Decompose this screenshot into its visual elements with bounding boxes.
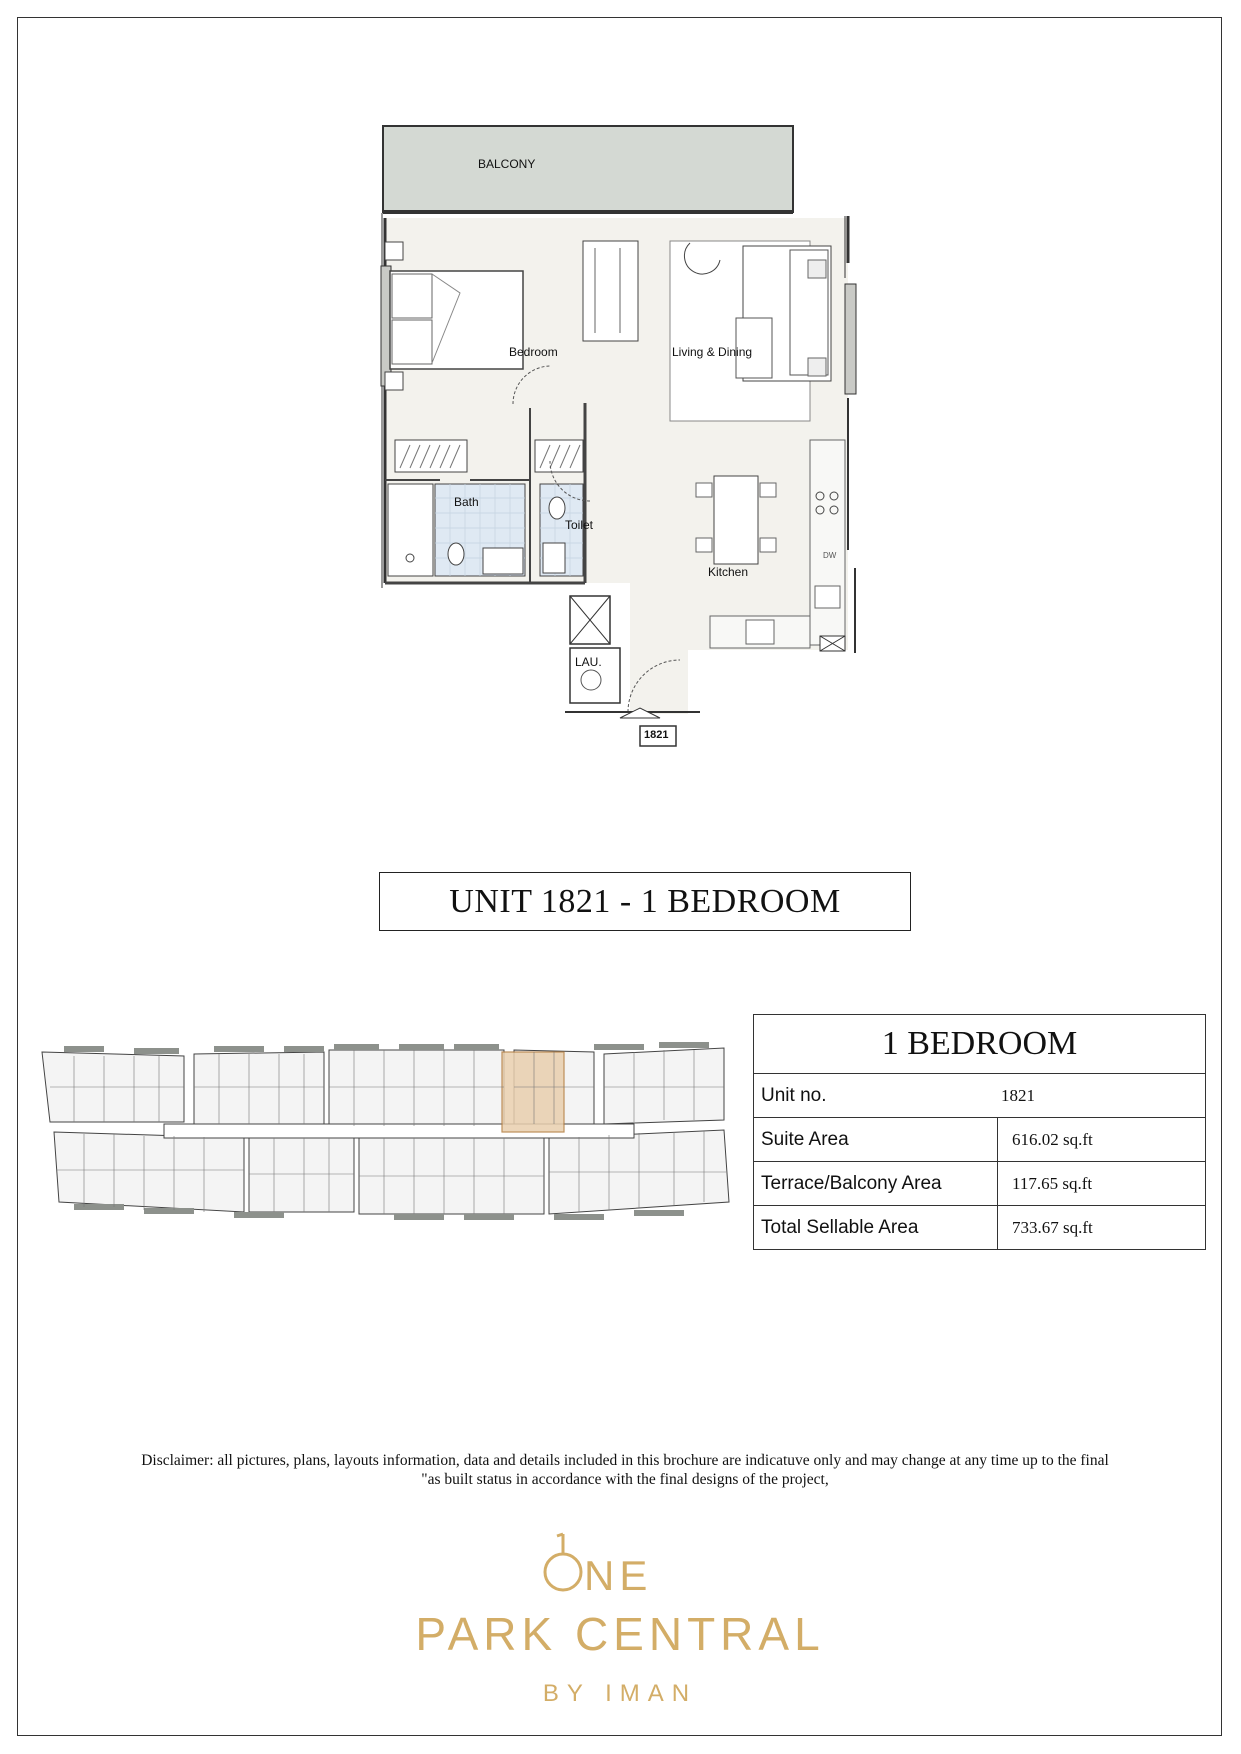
- table-row: [754, 1074, 1206, 1118]
- unit-tag-label: 1821: [644, 729, 669, 741]
- balcony-area-label: Terrace/Balcony Area: [754, 1162, 998, 1206]
- floor-plan: [370, 118, 870, 758]
- balcony-area: [383, 126, 793, 212]
- spec-table-header: 1 BEDROOM: [754, 1015, 1206, 1074]
- unit-no-value: 1821: [1001, 1086, 1035, 1105]
- kitchen-label: Kitchen: [708, 565, 749, 579]
- logo-line-one-tail: NE: [584, 1552, 653, 1599]
- unit-no-label: Unit no.: [761, 1084, 827, 1106]
- disclaimer-line-2: "as built status in accordance with the final designs of the project,: [421, 1471, 829, 1488]
- kitchen-counter: [810, 440, 845, 645]
- unit-no-cell: [754, 1074, 1206, 1118]
- logo-line-park-central: PARK CENTRAL: [415, 1608, 825, 1660]
- disclaimer-line-1: Disclaimer: all pictures, plans, layouts information, data and details included in this brochure are indicatuve only and may change at any time up to the final: [141, 1452, 1109, 1469]
- suite-area-value: 616.02 sq.ft: [998, 1118, 1206, 1162]
- bath-label: Bath: [454, 495, 479, 509]
- suite-area-label: Suite Area: [754, 1118, 998, 1162]
- floor-plan-drawing: [370, 118, 870, 758]
- total-area-value: 733.67 sq.ft: [998, 1206, 1206, 1250]
- dining-table: [714, 476, 758, 564]
- disclaimer: [60, 1451, 1190, 1489]
- logo-line-by-iman: BY IMAN: [542, 1680, 698, 1707]
- table-row: [754, 1118, 1206, 1162]
- balcony-label: BALCONY: [478, 157, 536, 171]
- laundry-label: LAU.: [575, 655, 602, 669]
- living-dining-label: Living & Dining: [672, 345, 753, 359]
- key-plan: [34, 1042, 734, 1227]
- one-park-central-logo: [360, 1530, 880, 1710]
- logo-drawing: [360, 1530, 880, 1710]
- toilet-label: Toilet: [565, 518, 594, 532]
- key-plan-drawing: [34, 1042, 734, 1227]
- key-plan-unit-highlight: [502, 1052, 564, 1132]
- total-area-label: Total Sellable Area: [754, 1206, 998, 1250]
- table-row: [754, 1162, 1206, 1206]
- unit-title: UNIT 1821 - 1 BEDROOM: [379, 872, 911, 931]
- bedroom-label: Bedroom: [509, 345, 558, 359]
- spec-table: [753, 1014, 1206, 1250]
- table-row: [754, 1206, 1206, 1250]
- balcony-area-value: 117.65 sq.ft: [998, 1162, 1206, 1206]
- dishwasher-label: DW: [823, 551, 837, 560]
